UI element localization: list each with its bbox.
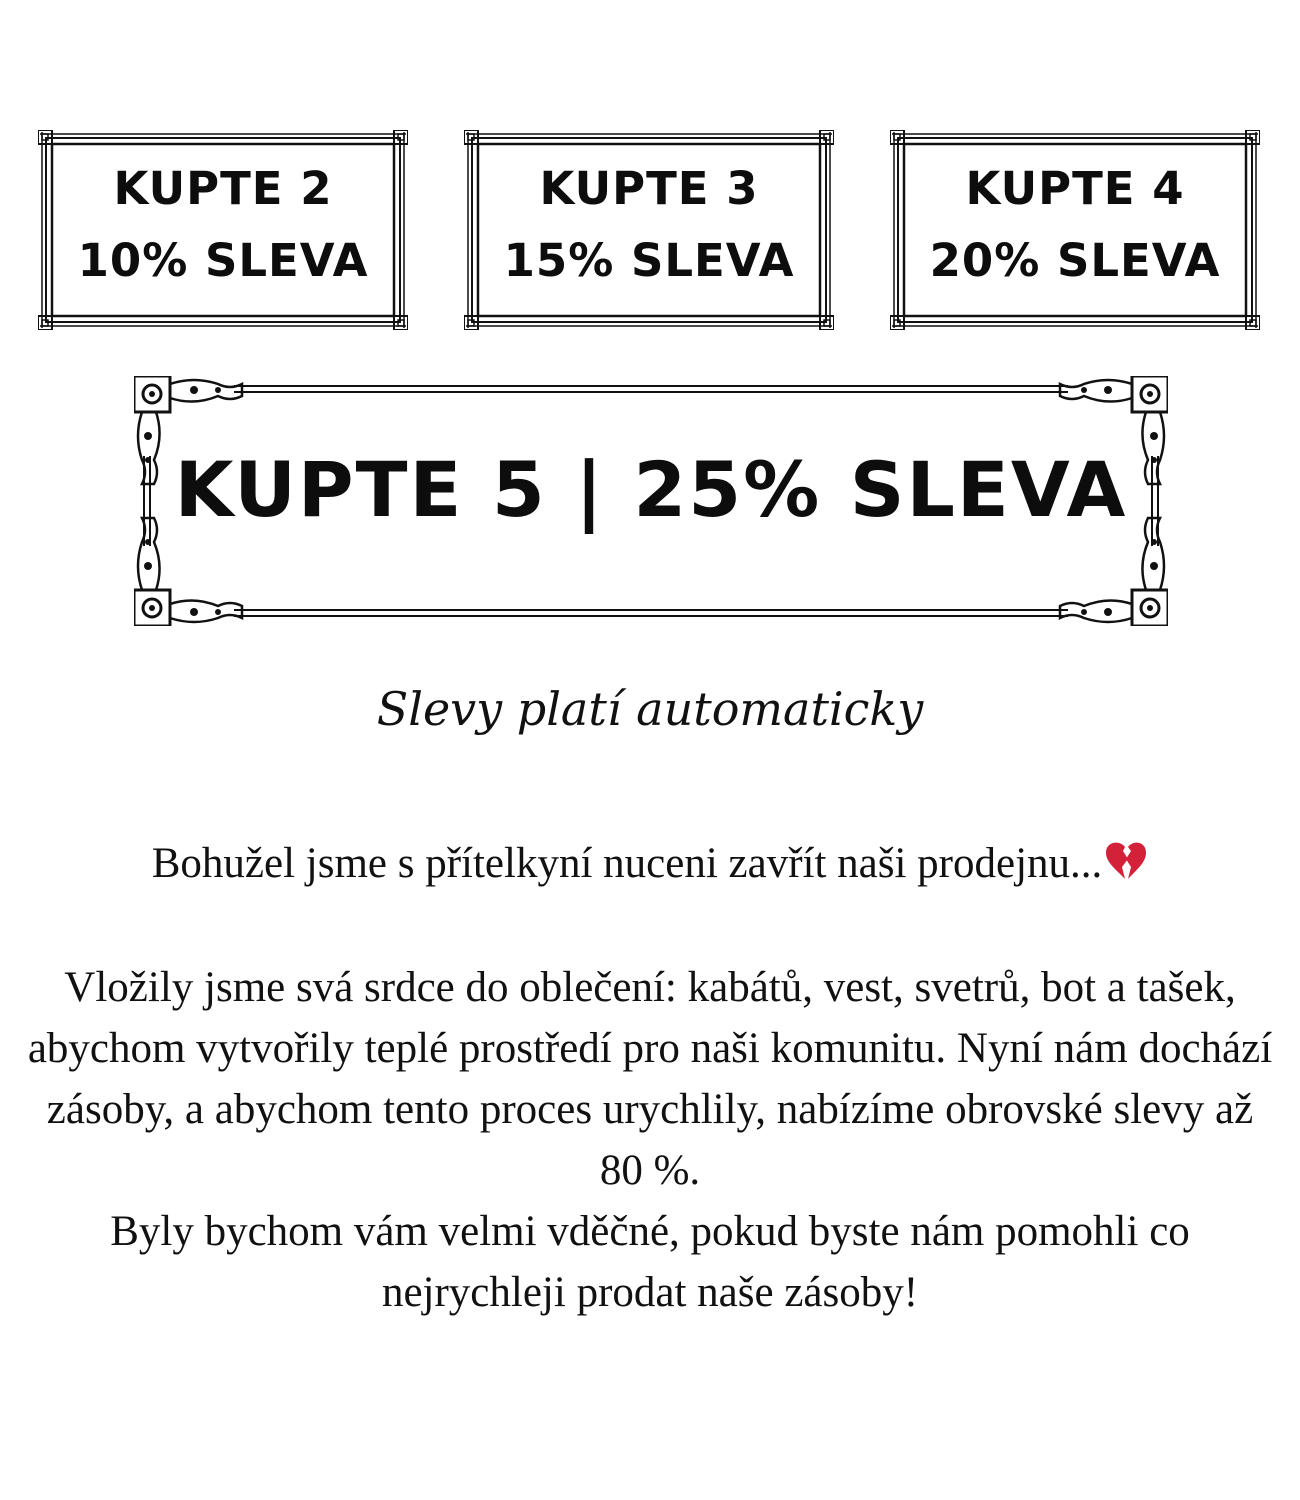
offer-card-buy-2 [38, 130, 408, 330]
offer-banner-buy-5 [134, 376, 1168, 626]
intro-text: Bohužel jsme s přítelkyní nuceni zavřít naši prodejnu... [151, 840, 1103, 887]
offer-quantity: KUPTE 2 [113, 162, 333, 215]
offer-quantity: KUPTE 3 [539, 162, 759, 215]
offer-quantity: KUPTE 4 [965, 162, 1185, 215]
offer-frame [890, 130, 1260, 330]
story-paragraph: Vložily jsme svá srdce do oblečení: kabátů, vest, svetrů, bot a tašek, abychom vytvořily teplé prostředí pro naši komunitu. Nyní nám dochází zásoby, a abychom tento proces urychlily, nabízíme obrovské slevy až 80 %. [27, 964, 1273, 1194]
story-text [20, 957, 1280, 1323]
offer-frame [464, 130, 834, 330]
offer-frame [38, 130, 408, 330]
tagline: Slevy platí automaticky [376, 682, 924, 736]
intro-line [0, 838, 1300, 894]
offer-discount: 10% SLEVA [77, 234, 369, 287]
banner-headline: KUPTE 5 | 25% SLEVA [174, 445, 1128, 534]
story-paragraph: Byly bychom vám velmi vděčné, pokud byste nám pomohli co nejrychleji prodat naše zásoby! [110, 1208, 1190, 1316]
offer-discount: 20% SLEVA [929, 234, 1221, 287]
broken-heart-icon [1104, 841, 1148, 894]
offer-card-buy-4 [890, 130, 1260, 330]
offer-discount: 15% SLEVA [503, 234, 795, 287]
offer-card-buy-3 [464, 130, 834, 330]
